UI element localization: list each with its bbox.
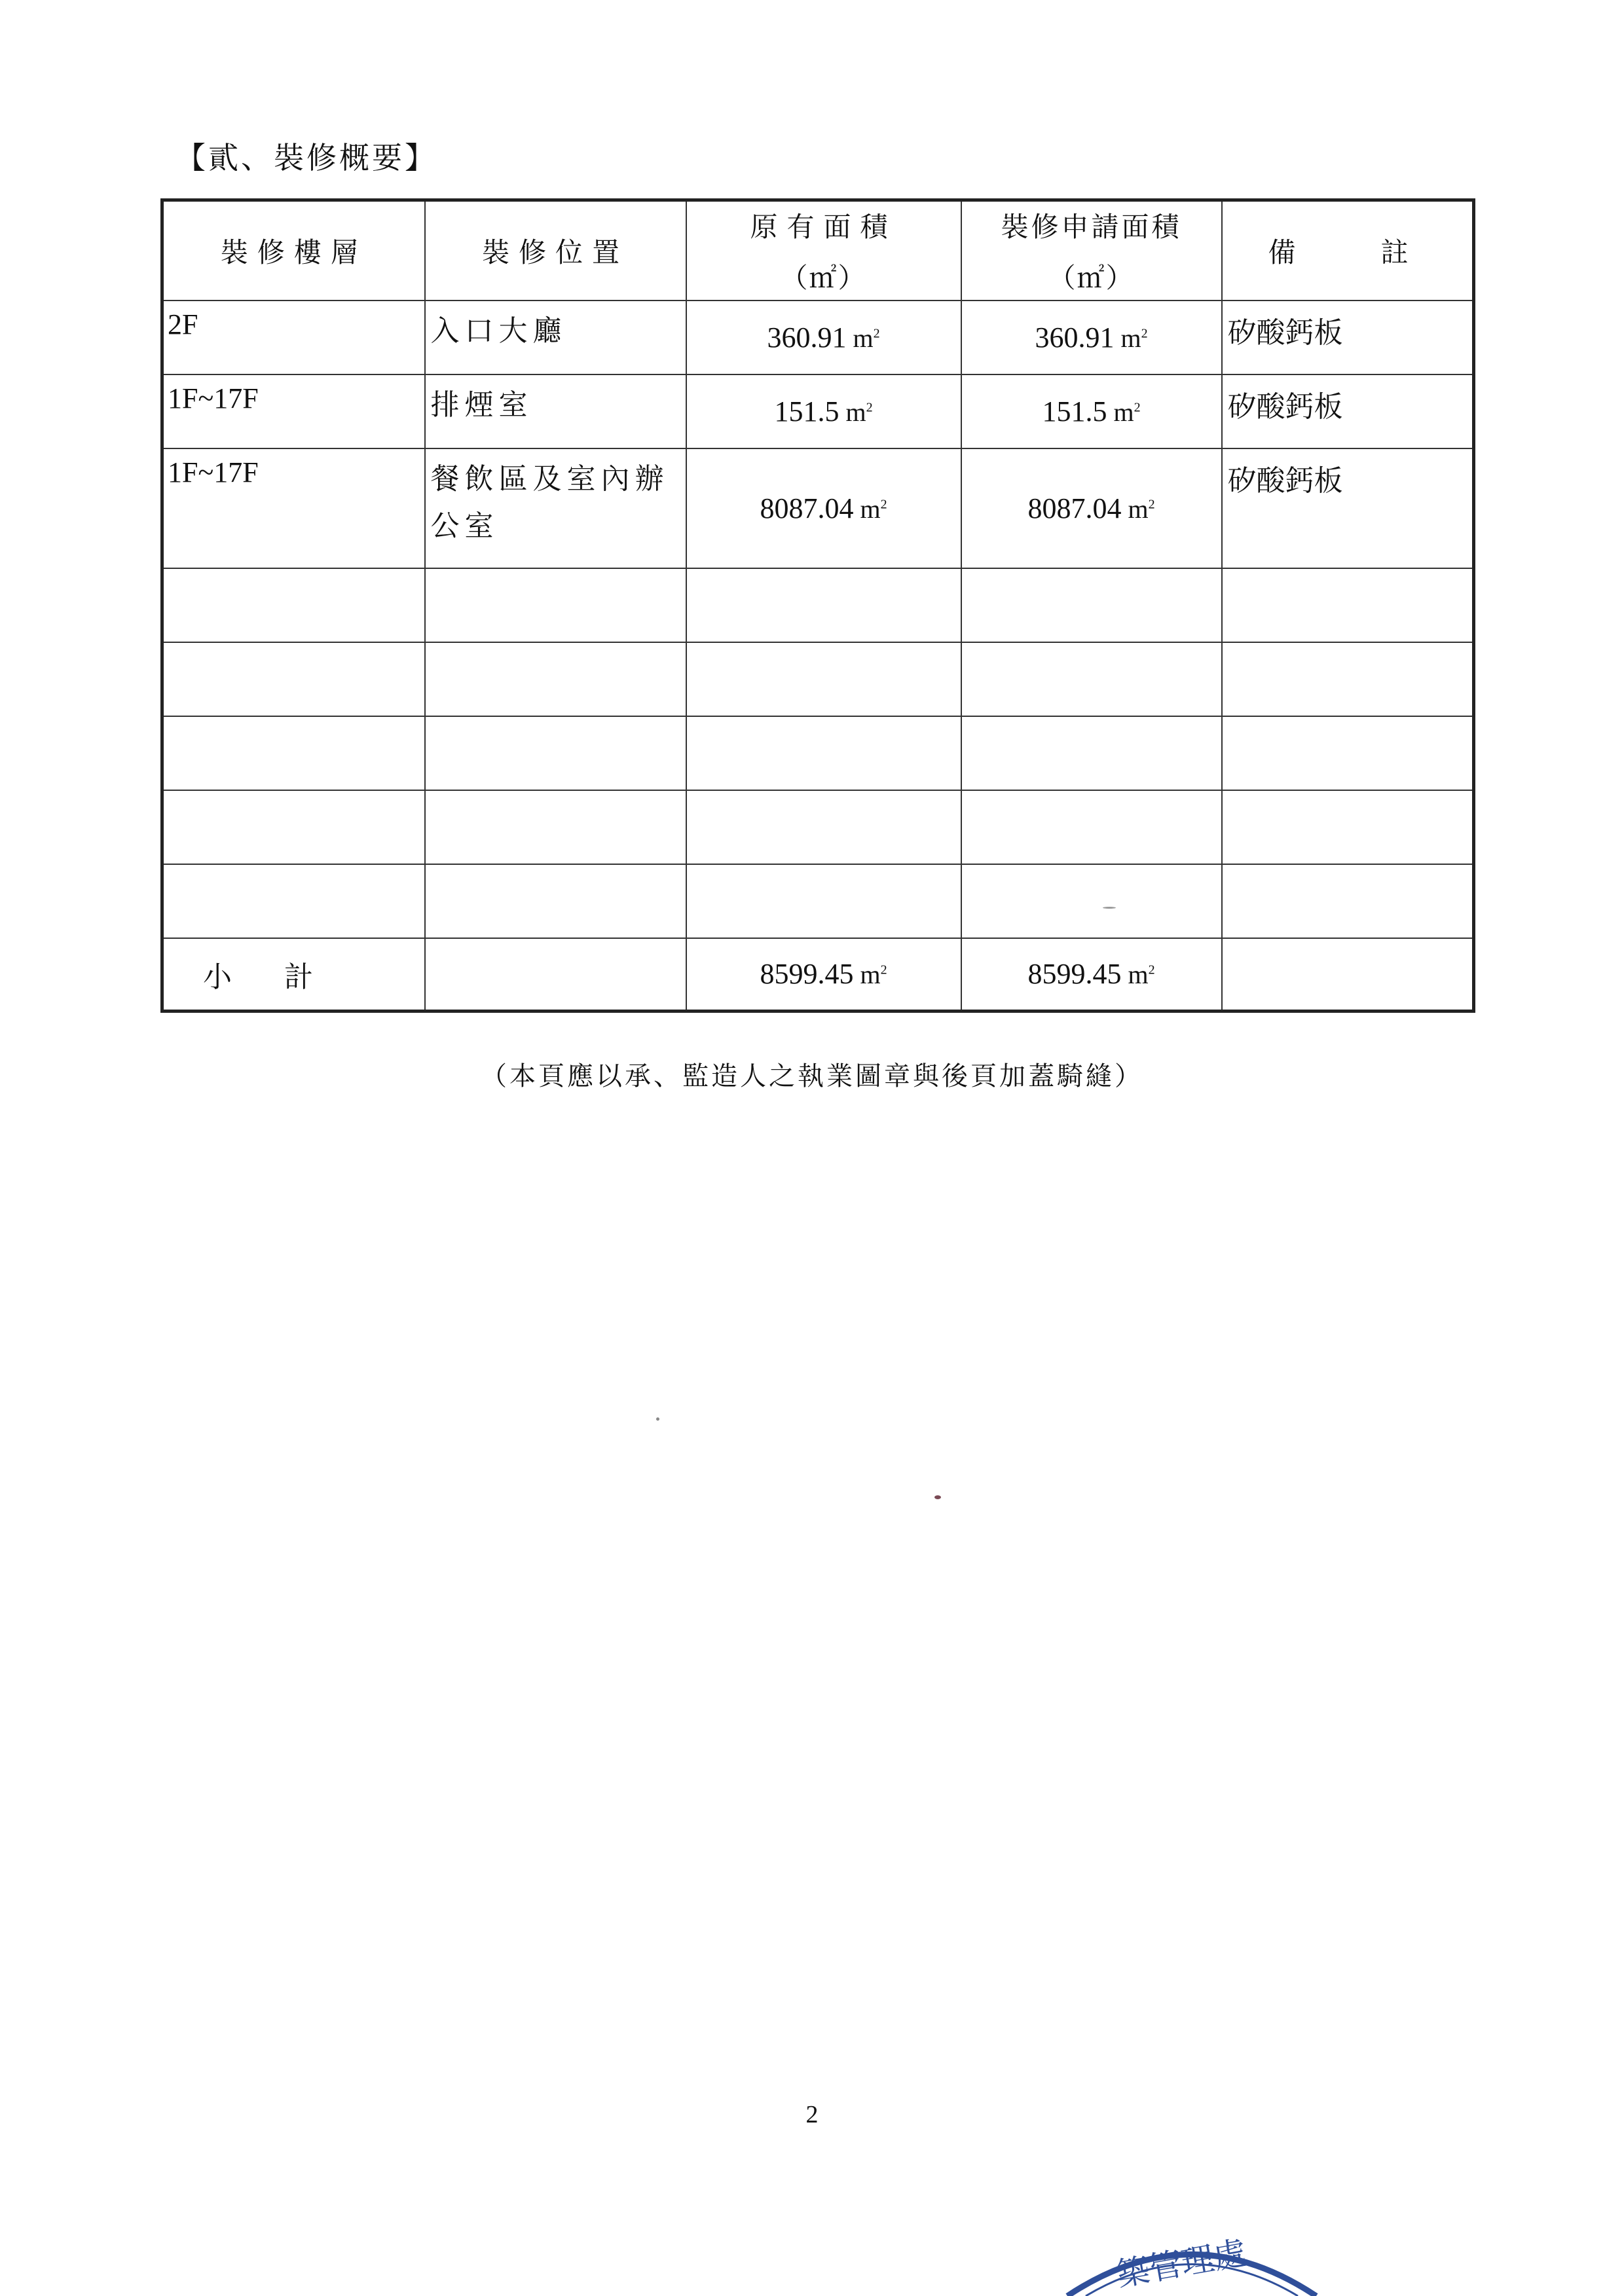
seal-footnote: （本頁應以承、監造人之執業圖章與後頁加蓋騎縫） — [481, 1061, 1143, 1091]
header-original-area-unit: （㎡） — [780, 261, 867, 294]
header-notes-a: 備 — [1268, 236, 1296, 268]
header-applied-area-label: 裝修申請面積 — [1001, 210, 1182, 243]
subtotal-location-cell — [425, 938, 686, 1011]
floor-cell: 2F — [162, 301, 425, 374]
location-cell: 入口大廳 — [425, 301, 686, 374]
area-unit-letter: m — [853, 323, 874, 353]
applied-area-value: 151.5 — [1042, 395, 1107, 428]
area-unit: $m^2$ — [845, 397, 873, 427]
table-header-row — [162, 200, 1474, 301]
header-original-area — [686, 200, 961, 301]
original-area-cell — [686, 301, 961, 374]
subtotal-label — [162, 938, 425, 1011]
area-unit-letter: m — [1128, 960, 1149, 990]
scan-speck — [656, 1417, 659, 1421]
area-unit: $m^2$ — [1128, 960, 1155, 990]
applied-area-value: 8087.04 — [1027, 492, 1122, 524]
scan-speck — [934, 1495, 941, 1499]
subtotal-original-area-cell — [686, 938, 961, 1011]
note-cell: 矽酸鈣板 — [1222, 374, 1474, 448]
applied-area-cell — [961, 448, 1222, 568]
applied-area-cell — [961, 301, 1222, 374]
header-applied-area-unit: （㎡） — [1048, 261, 1135, 294]
area-unit-letter: m — [1128, 494, 1149, 524]
area-unit: $m^2$ — [1128, 494, 1155, 524]
floor-cell: 1F~17F — [162, 374, 425, 448]
header-location: 裝修位置 — [425, 200, 686, 301]
header-original-area-label: 原有面積 — [750, 210, 897, 243]
empty-row — [162, 790, 1474, 864]
subtotal-label-a: 小 — [203, 960, 232, 994]
area-unit: $m^2$ — [853, 323, 880, 353]
area-unit-letter: m — [860, 960, 881, 990]
table-row — [162, 374, 1474, 448]
original-area-value: 151.5 — [774, 395, 840, 428]
area-unit: $m^2$ — [1120, 323, 1148, 353]
header-notes-b: 註 — [1380, 236, 1409, 268]
subtotal-label-b: 計 — [284, 960, 313, 994]
table-row — [162, 301, 1474, 374]
renovation-summary-table — [160, 198, 1475, 1013]
table-row — [162, 448, 1474, 568]
location-cell: 餐飲區及室內辦公室 — [425, 448, 686, 568]
area-unit-letter: m — [845, 397, 866, 427]
subtotal-applied-area-value: 8599.45 — [1027, 958, 1122, 991]
original-area-value: 8087.04 — [760, 492, 854, 524]
header-applied-area — [961, 200, 1222, 301]
area-unit: $m^2$ — [860, 960, 887, 990]
header-floor: 裝修樓層 — [162, 200, 425, 301]
section-title: 【貳、裝修概要】 — [175, 140, 437, 175]
floor-cell: 1F~17F — [162, 448, 425, 568]
official-stamp — [1054, 2187, 1329, 2296]
svg-text:築管理處: 築管理處 — [1113, 2233, 1249, 2294]
area-unit-letter: m — [860, 494, 881, 524]
location-cell: 排煙室 — [425, 374, 686, 448]
empty-row — [162, 642, 1474, 716]
applied-area-cell — [961, 374, 1222, 448]
area-unit-letter: m — [1113, 397, 1134, 427]
subtotal-row — [162, 938, 1474, 1011]
original-area-cell — [686, 374, 961, 448]
empty-row — [162, 716, 1474, 790]
empty-row — [162, 568, 1474, 642]
subtotal-note-cell — [1222, 938, 1474, 1011]
empty-row — [162, 864, 1474, 938]
page-number: 2 — [805, 2101, 819, 2128]
scan-speck — [1103, 907, 1116, 909]
note-cell: 矽酸鈣板 — [1222, 448, 1474, 568]
area-unit: $m^2$ — [860, 494, 887, 524]
original-area-cell — [686, 448, 961, 568]
note-cell: 矽酸鈣板 — [1222, 301, 1474, 374]
header-notes — [1222, 200, 1474, 301]
subtotal-applied-area-cell — [961, 938, 1222, 1011]
area-unit-letter: m — [1120, 323, 1141, 353]
original-area-value: 360.91 — [767, 321, 847, 354]
subtotal-original-area-value: 8599.45 — [760, 958, 854, 991]
applied-area-value: 360.91 — [1035, 321, 1115, 354]
area-unit: $m^2$ — [1113, 397, 1141, 427]
